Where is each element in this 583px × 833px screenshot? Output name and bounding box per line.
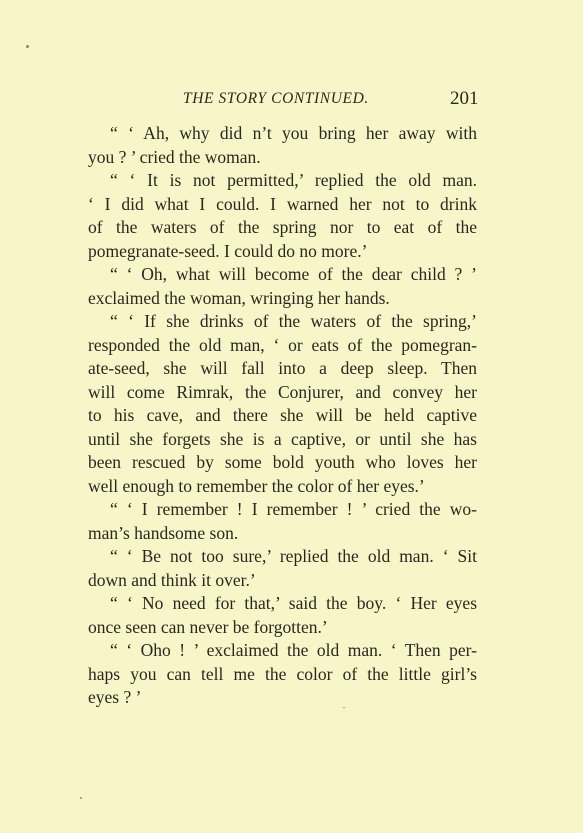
text-line: “ ‘ No need for that,’ said the boy. ‘ Her eyes <box>110 593 477 613</box>
body-text <box>88 122 477 710</box>
text-line: exclaimed the woman, wringing her hands. <box>88 287 390 308</box>
page-header <box>0 90 583 114</box>
paragraph <box>88 498 477 545</box>
text-line: “ ‘ If she drinks of the waters of the spring,’ <box>110 311 477 331</box>
paper-speck <box>80 797 82 799</box>
paragraph <box>88 263 477 310</box>
text-line: “ ‘ Be not too sure,’ replied the old man. ‘ Sit <box>110 546 477 566</box>
paragraph <box>88 545 477 592</box>
paper-speck <box>343 707 345 708</box>
text-line: pomegranate-seed. I could do no more.’ <box>88 240 368 261</box>
text-line: well enough to remember the color of her eyes.’ <box>88 475 425 496</box>
running-head: THE STORY CONTINUED. <box>183 90 369 107</box>
paragraph <box>88 310 477 498</box>
text-line: been rescued by some bold youth who loves her <box>88 452 477 472</box>
text-line: until she forgets she is a captive, or until she has <box>88 428 477 449</box>
text-line: man’s handsome son. <box>88 522 239 543</box>
text-line: eyes ? ’ <box>88 687 142 707</box>
text-line: ate-seed, she will fall into a deep sleep. Then <box>88 358 477 378</box>
text-line: ‘ I did what I could. I warned her not to drink <box>88 193 477 214</box>
paper-speck <box>26 45 29 48</box>
text-line: “ ‘ Oho ! ’ exclaimed the old man. ‘ Then per- <box>110 640 477 660</box>
text-line: “ ‘ It is not permitted,’ replied the old man. <box>110 170 477 190</box>
page-number: 201 <box>450 88 479 109</box>
text-line: “ ‘ Ah, why did n’t you bring her away with <box>110 123 477 143</box>
text-line: “ ‘ I remember ! I remember ! ’ cried the wo- <box>110 499 477 519</box>
text-line: of the waters of the spring nor to eat of the <box>88 217 477 237</box>
paragraph <box>88 592 477 639</box>
text-line: “ ‘ Oh, what will become of the dear child ? ’ <box>110 264 477 284</box>
text-line: once seen can never be forgotten.’ <box>88 616 328 637</box>
text-line: you ? ’ cried the woman. <box>88 146 261 167</box>
text-line: responded the old man, ‘ or eats of the pomegran- <box>88 334 477 355</box>
paragraph <box>88 639 477 710</box>
text-line: down and think it over.’ <box>88 569 256 590</box>
paragraph <box>88 169 477 263</box>
text-line: to his cave, and there she will be held captive <box>88 405 477 425</box>
text-line: haps you can tell me the color of the little girl’s <box>88 663 477 684</box>
text-line: will come Rimrak, the Conjurer, and convey her <box>88 381 477 402</box>
paragraph <box>88 122 477 169</box>
